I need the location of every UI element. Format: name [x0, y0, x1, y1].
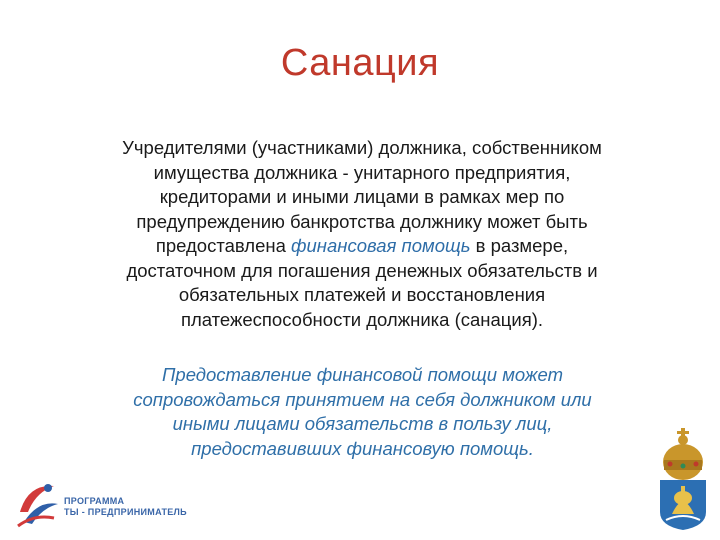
paragraph-line: достаточном для погашения денежных обязательств и [126, 259, 598, 281]
program-logo-icon [14, 478, 62, 530]
paragraph-line: платежеспособности должника (санация). [180, 308, 544, 330]
paragraph-text: предоставлена [155, 235, 292, 256]
coat-of-arms-icon [652, 420, 714, 532]
paragraph-line: предупреждению банкротства должнику может быть [136, 210, 588, 232]
logo-line-2: ТЫ - ПРЕДПРИНИМАТЕЛЬ [64, 507, 187, 517]
paragraph-text: в размере, [470, 235, 569, 256]
note-paragraph [90, 363, 635, 461]
financial-aid-highlight: финансовая помощь [291, 235, 471, 256]
paragraph-line: Учредителями (участниками) должника, собственником [122, 137, 602, 158]
main-paragraph [48, 136, 676, 332]
paragraph-line [48, 234, 676, 259]
note-line: Предоставление финансовой помощи может [162, 364, 563, 385]
note-line: предоставивших финансовую помощь. [191, 437, 534, 459]
note-line: сопровождаться принятием на себя должником или [133, 388, 592, 410]
paragraph-line: имущества должника - унитарного предприятия, [153, 161, 571, 183]
paragraph-line: обязательных платежей и восстановления [178, 284, 546, 305]
paragraph-line: кредиторами и иными лицами в рамках мер по [159, 186, 565, 207]
program-logo [14, 478, 234, 530]
note-line: иными лицами обязательств в пользу лиц, [172, 413, 553, 434]
logo-text [64, 496, 187, 518]
logo-line-1: ПРОГРАММА [64, 496, 125, 506]
slide-title: Санация [280, 42, 440, 84]
